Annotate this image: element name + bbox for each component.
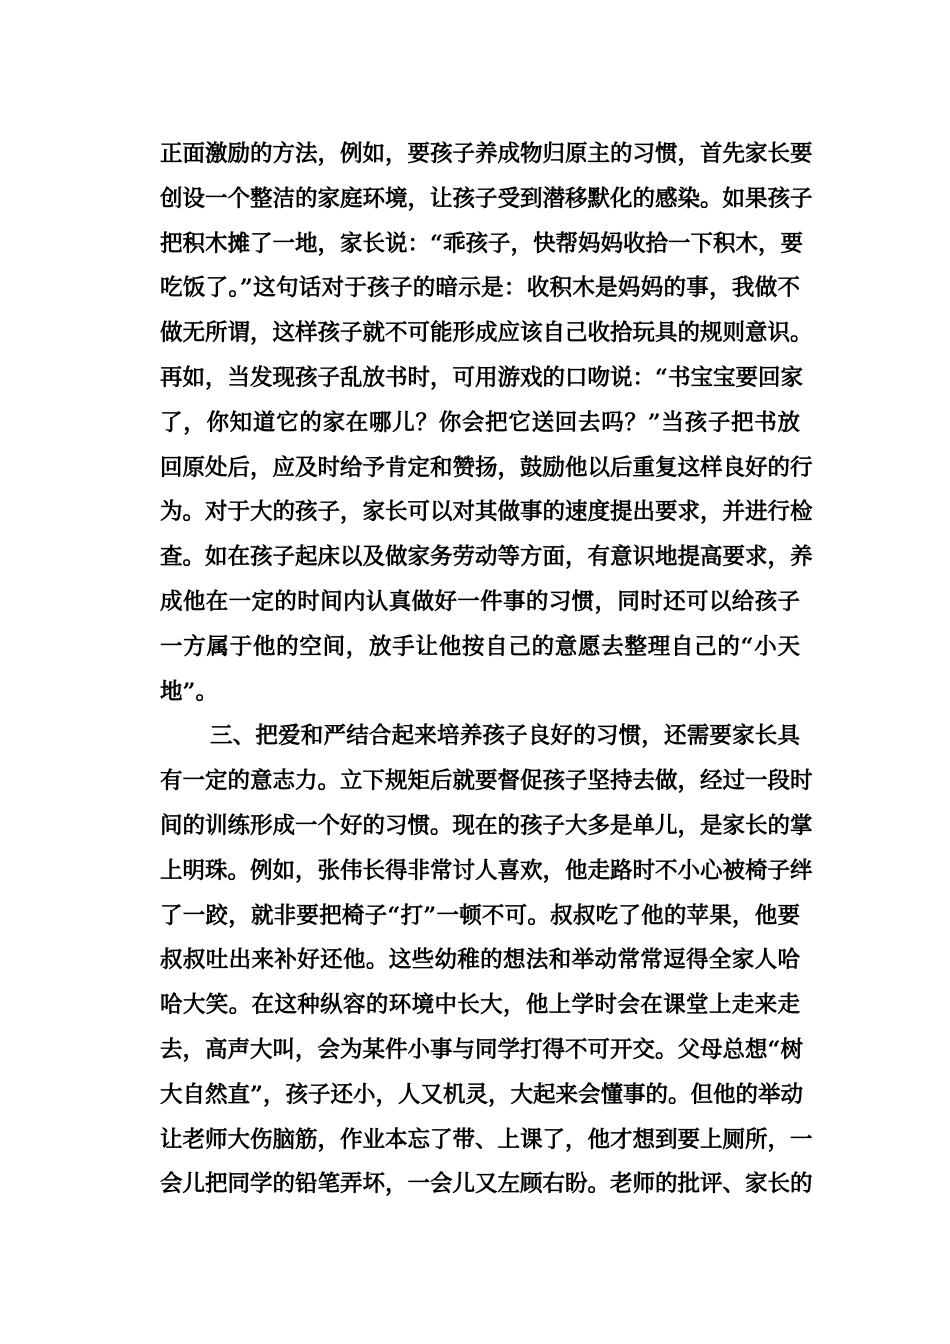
text-line: 正面激励的方法，例如，要孩子养成物归原主的习惯，首先家长要: [160, 141, 813, 167]
text-line: 上明珠。例如，张伟长得非常讨人喜欢，他走路时不小心被椅子绊: [160, 857, 813, 884]
text-line: 成他在一定的时间内认真做好一件事的习惯，同时还可以给孩子: [160, 588, 800, 615]
text-line: 让老师大伤脑筋，作业本忘了带、上课了，他才想到要上厕所，一: [160, 1126, 813, 1153]
text-line: 三、把爱和严结合起来培养孩子良好的习惯，还需要家长具: [210, 723, 800, 750]
text-line: 吃饭了。”这句话对于孩子的暗示是：收积木是妈妈的事，我做不: [160, 275, 800, 302]
text-line: 去，高声大叫，会为某件小事与同学打得不可开交。父母总想“树: [160, 1036, 803, 1063]
text-line: 一方属于他的空间，放手让他按自己的意愿去整理自己的“小天: [160, 633, 800, 660]
text-line: 了一跤，就非要把椅子“打”一顿不可。叔叔吃了他的苹果，他要: [160, 902, 800, 929]
text-line: 哈大笑。在这种纵容的环境中长大，他上学时会在课堂上走来走: [160, 992, 800, 1019]
text-line: 大自然直”，孩子还小，人又机灵，大起来会懂事的。但他的举动: [160, 1081, 803, 1108]
text-line: 为。对于大的孩子，家长可以对其做事的速度提出要求，并进行检: [160, 499, 813, 526]
text-line: 地”。: [160, 678, 218, 705]
text-line: 叔叔吐出来补好还他。这些幼稚的想法和举动常常逗得全家人哈: [160, 947, 800, 974]
paragraph-2: [160, 714, 813, 1207]
text-line: 创设一个整洁的家庭环境，让孩子受到潜移默化的感染。如果孩子: [160, 185, 813, 212]
text-line: 了，你知道它的家在哪儿？你会把它送回去吗？”当孩子把书放: [160, 409, 800, 436]
text-line: 再如，当发现孩子乱放书时，可用游戏的口吻说：“书宝宝要回家: [160, 364, 803, 391]
text-line: 做无所谓，这样孩子就不可能形成应该自己收拾玩具的规则意识。: [160, 320, 813, 347]
text-line: 会儿把同学的铅笔弄坏，一会儿又左顾右盼。老师的批评、家长的: [160, 1171, 813, 1198]
paragraph-1: [160, 132, 813, 714]
text-line: 查。如在孩子起床以及做家务劳动等方面，有意识地提高要求，养: [160, 544, 813, 571]
text-line: 回原处后，应及时给予肯定和赞扬，鼓励他以后重复这样良好的行: [160, 454, 813, 481]
text-line: 间的训练形成一个好的习惯。现在的孩子大多是单儿，是家长的掌: [160, 812, 813, 839]
document-body: [160, 132, 813, 1207]
text-line: 有一定的意志力。立下规矩后就要督促孩子坚持去做，经过一段时: [160, 768, 813, 795]
text-line: 把积木摊了一地，家长说：“乖孩子，快帮妈妈收拾一下积木，要: [160, 230, 803, 257]
